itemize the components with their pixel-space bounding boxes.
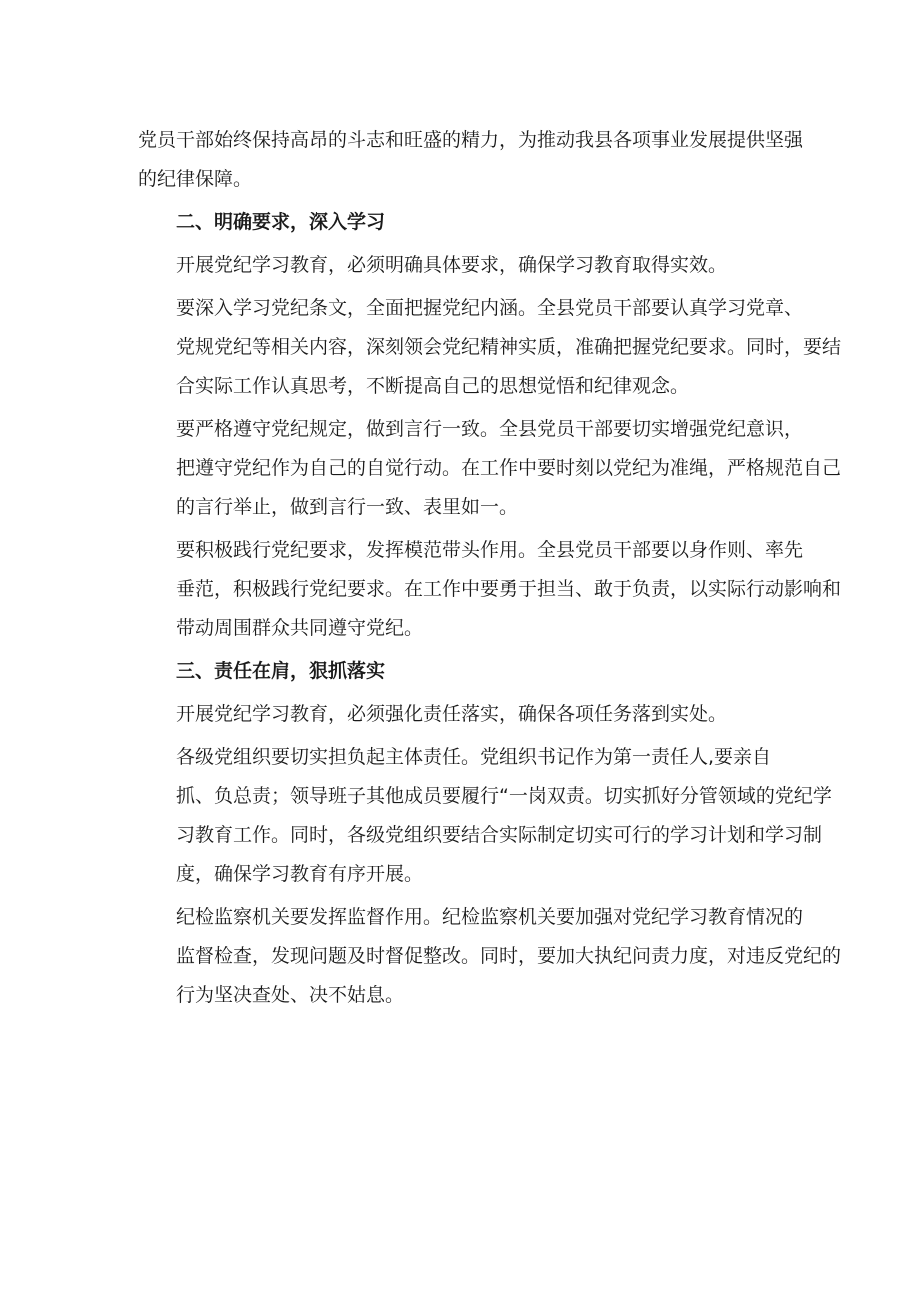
document-body — [138, 121, 842, 1019]
text-line: 要积极践行党纪要求，发挥模范带头作用。全县党员干部要以身作则、率先 — [176, 539, 804, 561]
text-line: 抓、负总责；领导班子其他成员要履行“一岗双责。切实抓好分管领域的党纪学 — [176, 785, 832, 807]
section-heading — [138, 652, 786, 691]
text-line: 二、明确要求，深入学习 — [176, 211, 386, 233]
text-line: 开展党纪学习教育，必须强化责任落实，确保各项任务落到实处。 — [176, 703, 728, 725]
text-line: 党员干部始终保持高昂的斗志和旺盛的精力，为推动我县各项事业发展提供坚强 — [138, 129, 804, 151]
text-line: 度，确保学习教育有序开展。 — [176, 863, 424, 885]
text-line: 要严格遵守党纪规定，做到言行一致。全县党员干部要切实增强党纪意识， — [176, 418, 804, 440]
text-line: 党规党纪等相关内容，深刻领会党纪精神实质，准确把握党纪要求。同时，要结 — [176, 336, 842, 358]
paragraph — [138, 410, 842, 527]
text-line: 开展党纪学习教育，必须明确具体要求，确保学习教育取得实效。 — [176, 254, 728, 276]
text-line: 要深入学习党纪条文，全面把握党纪内涵。全县党员干部要认真学习党章、 — [176, 297, 804, 319]
text-line: 的言行举止，做到言行一致、表里如一。 — [176, 496, 519, 518]
text-line: 各级党组织要切实担负起主体责任。党组织书记作为第一责任人,要亲自 — [176, 746, 772, 768]
paragraph — [138, 531, 842, 648]
paragraph — [138, 246, 786, 285]
paragraph — [138, 695, 786, 734]
paragraph — [138, 121, 804, 199]
text-line: 的纪律保障。 — [138, 168, 253, 190]
text-line: 行为坚决查处、决不姑息。 — [176, 984, 405, 1006]
text-line: 合实际工作认真思考，不断提高自己的思想觉悟和纪律观念。 — [176, 375, 690, 397]
text-line: 带动周围群众共同遵守党纪。 — [176, 617, 424, 639]
text-line: 三、责任在肩，狠抓落实 — [176, 660, 386, 682]
paragraph — [138, 738, 832, 894]
text-line: 把遵守党纪作为自己的自觉行动。在工作中要时刻以党纪为准绳，严格规范自己 — [176, 457, 842, 479]
paragraph — [138, 898, 842, 1015]
text-line: 监督检查，发现问题及时督促整改。同时，要加大执纪问责力度，对违反党纪的 — [176, 945, 842, 967]
text-line: 习教育工作。同时，各级党组织要结合实际制定切实可行的学习计划和学习制 — [176, 824, 823, 846]
text-line: 垂范，积极践行党纪要求。在工作中要勇于担当、敢于负责，以实际行动影响和 — [176, 578, 842, 600]
paragraph — [138, 289, 842, 406]
section-heading — [138, 203, 786, 242]
text-line: 纪检监察机关要发挥监督作用。纪检监察机关要加强对党纪学习教育情况的 — [176, 906, 804, 928]
